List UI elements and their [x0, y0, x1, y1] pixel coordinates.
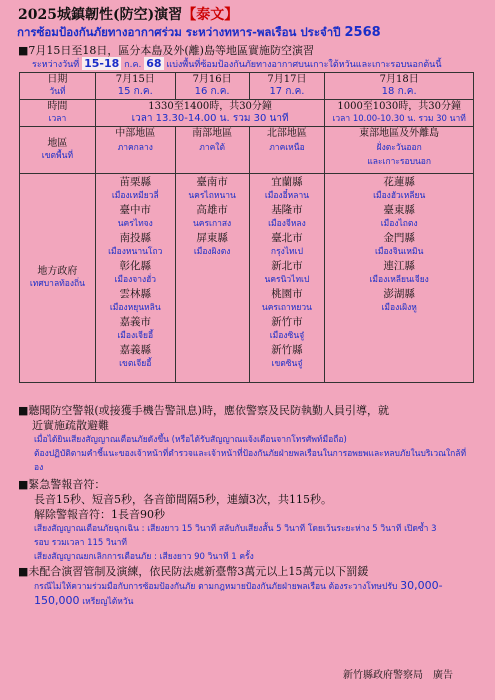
gov-name-zh: 臺北市: [271, 232, 303, 244]
gov-name-zh: 南投縣: [119, 232, 152, 244]
gov-name-zh: 桃園市: [271, 288, 303, 300]
table-row-region: [20, 127, 474, 174]
gov-name-th: นครนิวไทเป: [264, 275, 310, 285]
gov-name-zh: 嘉義市: [119, 316, 152, 328]
note-1-th-line3: อง: [34, 463, 44, 473]
gov-name-th: นครเกาสง: [192, 219, 232, 229]
drill-schedule-table: [19, 72, 474, 383]
gov-list-south: [175, 174, 249, 383]
gov-name-th: เมืองจินเหมิน: [374, 247, 424, 257]
region-north-zh: 北部地區: [266, 128, 307, 139]
note-3-fine-low: 30,000-: [400, 579, 443, 592]
gov-name-zh: 嘉義縣: [119, 344, 152, 356]
line2-prefix: ระหว่างวันที่: [32, 60, 83, 70]
date-1-th: 15 ก.ค.: [117, 86, 153, 97]
gov-name-zh: 臺東縣: [383, 204, 415, 216]
region-north-th: ภาคเหนือ: [269, 143, 305, 153]
date-1-zh: 7月15日: [115, 74, 155, 85]
region-south-th: ภาคใต้: [199, 143, 225, 153]
title-language-tag: 【泰文】: [182, 7, 239, 23]
region-central-zh: 中部地區: [115, 128, 156, 139]
note-2-th-line1: เสียงสัญญาณเตือนภัยฉุกเฉิน : เสียงยาว 15 วินาที สลับกับเสียงสั้น 5 วินาที โดยเว้นระยะห่าง 5 วินาที เปิดซ้ำ 3: [34, 524, 437, 534]
time-label-zh: 時間: [47, 101, 68, 112]
subtitle-year: 2568: [344, 25, 381, 40]
region-east-th-1: ฝั่งตะวันออก: [376, 143, 422, 153]
gov-name-th: เมืองไถตง: [380, 219, 418, 229]
gov-name-zh: 新竹市: [271, 316, 303, 328]
line2-mid: ก.ค.: [121, 60, 145, 70]
line2-dates: 15-18: [84, 57, 120, 70]
gov-list-north: [249, 174, 325, 383]
time-label-th: เวลา: [48, 114, 67, 124]
gov-name-th: นครไทจง: [117, 219, 153, 229]
date-4-zh: 7月18日: [379, 74, 419, 85]
note-2-th-line2: รอบ รวมเวลา 115 วินาที: [34, 538, 127, 548]
date-2-th: 16 ก.ค.: [194, 86, 230, 97]
gov-name-zh: 苗栗縣: [119, 176, 152, 188]
region-east-zh: 東部地區及外離島: [359, 128, 440, 139]
gov-name-th: เมืองจางฮั่ว: [114, 275, 157, 285]
note-1-th-line1: เมื่อได้ยินเสียงสัญญาณเตือนภัยดังขึ้น (หรือได้รับสัญญาณแจ้งเตือนจากโทรศัพท์มือถือ): [34, 435, 347, 445]
time-1-zh: 1330至1400時，共30分鐘: [148, 101, 272, 112]
gov-list-central: [95, 174, 175, 383]
drill-period-th: [32, 57, 441, 71]
note-2-th-line3: เสียงสัญญาณยกเลิกการเตือนภัย : เสียงยาว 90 วินาที 1 ครั้ง: [34, 552, 254, 562]
gov-name-zh: 高雄市: [196, 204, 228, 216]
note-3-th-line1: [18, 579, 480, 594]
gov-name-zh: 彰化縣: [119, 260, 152, 272]
table-row-date: [20, 73, 474, 100]
gov-name-th: นครเถาหยวน: [261, 303, 312, 313]
note-3-currency: เหรียญไต้หวัน: [79, 597, 134, 607]
date-4-th: 18 ก.ค.: [381, 86, 417, 97]
line2-rest: แบ่งพื้นที่ซ้อมป้องกันภัยทางอากาศบนเกาะใต้หวันและเกาะรอบนอกต้นนี้: [163, 60, 442, 70]
date-label-th: วันที่: [49, 87, 66, 97]
table-row-time: [20, 100, 474, 127]
gov-name-th: กรุงไทเป: [270, 247, 303, 257]
note-3-th-text: กรณีไม่ให้ความร่วมมือกับการซ้อมป้องกันภัย ตามกฎหมายป้องกันภัยฝ่ายพลเรือน ต้องระวางโทษปรับ: [34, 582, 401, 592]
time-2-th: เวลา 10.00-10.30 น. รวม 30 นาที: [332, 114, 466, 124]
gov-name-zh: 連江縣: [383, 260, 415, 272]
gov-name-zh: 屏東縣: [196, 232, 228, 244]
gov-name-th: เมืองเหมียวลี่: [111, 191, 159, 201]
region-label-zh: 地區: [47, 138, 68, 149]
notes-section: [18, 403, 480, 609]
gov-label-zh: 地方政府: [37, 266, 78, 277]
gov-name-th: เมืองหนานโถว: [108, 247, 163, 257]
note-1-zh-line2: 近實施疏散避難: [32, 419, 109, 432]
gov-name-th: เมืองจีหลง: [268, 219, 306, 229]
gov-name-th: เมืองเผิงหู: [381, 303, 417, 313]
note-3-th-line2: [18, 594, 480, 609]
footer-publisher: 新竹縣政府警察局 廣告: [343, 670, 453, 681]
note-3-zh: ■未配合演習管制及演練，依民防法處新臺幣3萬元以上15萬元以下罰鍰: [18, 565, 369, 578]
gov-name-zh: 宜蘭縣: [271, 176, 303, 188]
gov-name-zh: 臺南市: [196, 176, 228, 188]
gov-label-th: เทศบาลท้องถิ่น: [29, 279, 85, 289]
date-3-th: 17 ก.ค.: [269, 86, 305, 97]
note-1-zh-line1: ■聽聞防空警報(或接獲手機告警訊息)時，應依警察及民防執勤人員引導，就: [18, 404, 389, 417]
gov-name-zh: 新竹縣: [271, 344, 303, 356]
page-subtitle: [17, 24, 381, 42]
date-2-zh: 7月16日: [192, 74, 232, 85]
gov-name-zh: 金門縣: [383, 232, 415, 244]
gov-name-zh: 臺中市: [119, 204, 152, 216]
note-3-fine-high: 150,000: [34, 594, 80, 607]
subtitle-text: การซ้อมป้องกันภัยทางอากาศร่วม ระหว่างทหาร-พลเรือน ประจำปี: [17, 25, 345, 39]
date-3-zh: 7月17日: [267, 74, 307, 85]
region-south-zh: 南部地區: [192, 128, 233, 139]
gov-name-th: เมืองฮัวเหลียน: [373, 191, 426, 201]
line2-year: 68: [146, 57, 162, 70]
title-prefix: 2025城鎮韌性(防空)演習: [18, 7, 183, 23]
drill-period-zh: ■7月15日至18日，區分本島及外(離)島等地區實施防空演習: [18, 44, 314, 57]
gov-name-th: นครไถหนาน: [188, 191, 236, 201]
gov-name-th: เมืองเจียอี้: [117, 331, 154, 341]
time-2-zh: 1000至1030時，共30分鐘: [337, 101, 461, 112]
gov-name-th: เมืองซินจู๋: [269, 331, 305, 341]
page-title: [18, 4, 238, 24]
gov-name-zh: 雲林縣: [119, 288, 152, 300]
note-2-zh-line2: 解除警報音符：1長音90秒: [34, 508, 165, 521]
note-2-head: ■緊急警報音符：: [18, 478, 106, 491]
gov-list-east: [325, 174, 474, 383]
date-label-zh: 日期: [47, 74, 68, 85]
gov-name-th: เมืองเหลียนเจียง: [369, 275, 429, 285]
gov-name-th: เขตเจียอี้: [119, 359, 152, 369]
gov-name-zh: 花蓮縣: [383, 176, 415, 188]
note-2-zh-line1: 長音15秒、短音5秒，各音節間隔5秒，連續3次，共115秒。: [34, 493, 332, 506]
region-east-th-2: และเกาะรอบนอก: [367, 157, 432, 167]
gov-name-zh: 新北市: [271, 260, 303, 272]
gov-name-zh: 基隆市: [271, 204, 303, 216]
gov-name-zh: 澎湖縣: [383, 288, 415, 300]
region-label-th: เขตพื้นที่: [41, 151, 74, 161]
gov-name-th: เมืองหยุนหลิน: [109, 303, 161, 313]
time-1-th: เวลา 13.30-14.00 น. รวม 30 นาที: [131, 113, 289, 124]
gov-name-th: เมืองอี๋หลาน: [264, 191, 310, 201]
gov-name-th: เขตซินจู๋: [271, 359, 303, 369]
region-central-th: ภาคกลาง: [117, 143, 153, 153]
table-row-local-gov: [20, 174, 474, 383]
note-1-th-line2: ต้องปฏิบัติตามคำชี้แนะของเจ้าหน้าที่ตำรวจและเจ้าหน้าที่ป้องกันภัยฝ่ายพลเรือนในการอพยพและหลบภัยในบริเวณใกล้ที่: [34, 449, 467, 459]
gov-name-th: เมืองผิงตง: [193, 247, 231, 257]
